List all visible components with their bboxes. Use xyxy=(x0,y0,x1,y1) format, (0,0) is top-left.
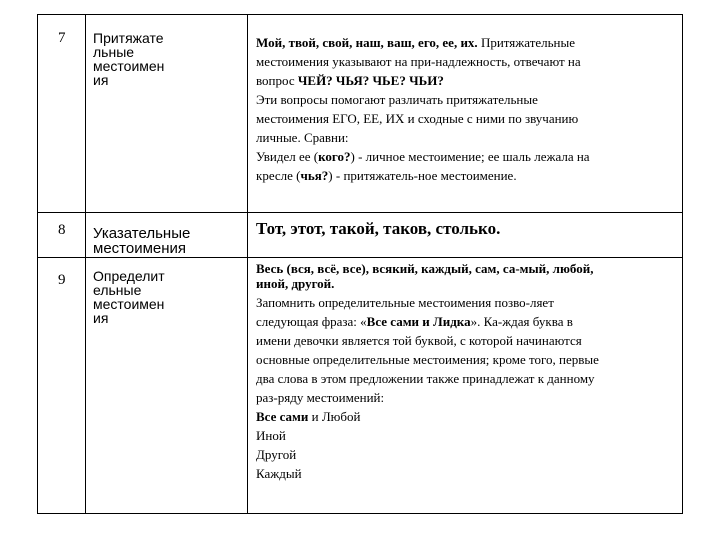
column-divider xyxy=(85,15,86,513)
row-divider xyxy=(38,257,682,258)
pronoun-category-name: Указательные местоимения xyxy=(93,225,191,257)
row-number: 7 xyxy=(58,30,66,46)
pronoun-category-name: Притяжате льные местоимен ия xyxy=(93,30,165,88)
row-description: Мой, твой, свой, наш, ваш, его, ее, их. Притяжательные местоимения указывают на при-надлежность, отвечают на вопрос ЧЕЙ? ЧЬЯ? ЧЬЕ? ЧЬИ? Эти вопросы помогают различать притяжательные местоимения ЕГО, ЕЕ, ИХ и сходные с ними по звучанию личные. Сравни: Увидел ее (кого?) - личное местоимение; ее шаль лежала на кресле (чья?) - притяжатель-ное местоимение. xyxy=(256,35,590,183)
row-description: Весь (вся, всё, все), всякий, каждый, сам, са-мый, любой, иной, другой. Запомнить определительные местоимения позво-ляет следующая фраза: «Все сами и Лидка». Ка-ждая буква в имени девочки является той буквой, с которой начинаются основные определительные местоимения; кроме того, первые два слова в этом предложении также принадлежат к данному раз-ряду местоимений: Все сами и Любой Иной Другой Каждый xyxy=(256,261,599,481)
column-divider xyxy=(247,15,248,513)
pronoun-category-name: Определит ельные местоимен ия xyxy=(93,268,165,326)
row-description: Тот, этот, такой, таков, столько. xyxy=(256,219,501,238)
row-number: 8 xyxy=(58,222,66,238)
row-number: 9 xyxy=(58,272,66,288)
row-divider xyxy=(38,212,682,213)
